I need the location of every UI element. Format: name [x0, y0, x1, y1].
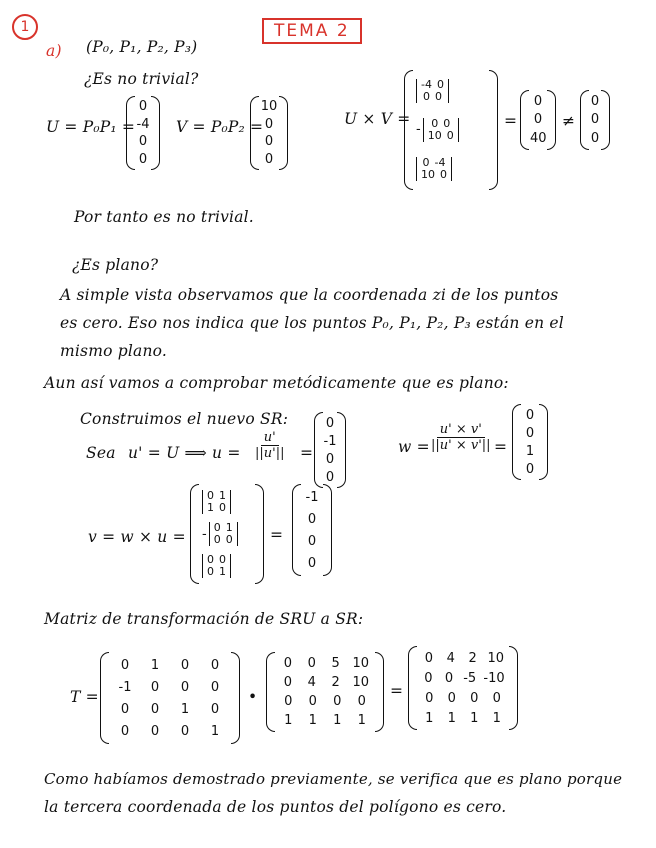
question-non-trivial: ¿Es no trivial?	[84, 70, 199, 88]
matrix-cell: 0	[150, 679, 160, 695]
vector-entry: 0	[533, 112, 543, 128]
page-title: TEMA 2	[262, 18, 362, 44]
matrix-cell: 1	[308, 713, 317, 728]
matrix-cell: 4	[446, 650, 455, 666]
matrix-cell: 0	[180, 723, 190, 739]
w-vector	[512, 404, 548, 480]
w-normalization-fraction	[428, 422, 494, 453]
matrix-cell: 0	[150, 701, 160, 717]
matrix-cell: 0	[424, 670, 433, 686]
cross-product-determinants	[404, 70, 498, 190]
matrix-row	[276, 656, 374, 671]
not-equal-sign: ≠	[562, 112, 576, 130]
v-vector-label: V = P₀P₂ =	[176, 118, 264, 136]
equals-sign: =	[390, 682, 404, 700]
final-line-1: Como habíamos demostrado previamente, se verifica que es plano porque	[44, 770, 623, 788]
determinant-cell: 1	[219, 565, 226, 578]
determinant-cell: 0	[207, 489, 214, 502]
u-vector-label: U = P₀P₁ =	[46, 118, 136, 136]
determinant-cell: 0	[207, 565, 214, 578]
matrix-cell: 0	[447, 690, 456, 706]
determinant-cell: 0	[446, 128, 454, 142]
determinant-cell: 0	[207, 553, 214, 566]
matrix-row	[110, 724, 230, 739]
determinant-cell: 0	[219, 501, 226, 514]
matrix-cell: 0	[120, 701, 130, 717]
determinant-cell: 0	[434, 90, 442, 104]
points-matrix	[266, 652, 384, 732]
determinant-cell: 0	[219, 553, 226, 566]
u-fraction-denominator: ||u'||	[255, 446, 285, 461]
text-line-1: A simple vista observamos que la coordenada zi de los puntos	[60, 286, 559, 304]
matrix-cell: 0	[150, 723, 160, 739]
determinant-cell: 10	[421, 167, 435, 181]
matrix-cell: 0	[180, 657, 190, 673]
problem-number-circle	[12, 14, 38, 40]
matrix-cell: 0	[424, 650, 434, 666]
vector-entry: 0	[325, 415, 335, 431]
determinant-cell: 0	[422, 155, 430, 169]
u-prime-equation: u' = U ⟹ u =	[128, 444, 241, 462]
matrix-cell: 2	[331, 675, 340, 690]
text-line-2: es cero. Eso nos indica que los puntos P₀, P₁, P₂, P₃ están en el	[60, 314, 564, 332]
u-unit-vector	[314, 412, 346, 488]
determinant-cell: 10	[427, 128, 442, 142]
question-is-plane: ¿Es plano?	[72, 256, 159, 274]
determinant-cell: 0	[440, 167, 447, 181]
matrix-cell: 10	[487, 650, 505, 666]
vector-entry: 0	[325, 469, 335, 485]
matrix-cell: 0	[180, 679, 190, 695]
vector-entry: 1	[525, 443, 535, 459]
matrix-cell: 0	[120, 723, 130, 739]
matrix-row	[418, 671, 508, 686]
vector-entry: 0	[590, 131, 600, 147]
equals-sign: =	[300, 444, 314, 462]
vector-entry: 0	[307, 533, 317, 549]
vector-entry: 0	[138, 151, 148, 167]
matrix-cell: 0	[333, 694, 342, 709]
determinant-2	[423, 118, 459, 142]
matrix-cell: 2	[468, 650, 477, 666]
matrix-cell: 0	[120, 657, 130, 673]
v-vector	[250, 96, 288, 170]
determinant-1	[416, 79, 449, 103]
determinant-3	[416, 157, 452, 181]
matrix-row	[276, 675, 374, 690]
equals-sign: =	[270, 526, 284, 544]
v-cross-determinants	[190, 484, 264, 584]
matrix-cell: 0	[210, 679, 220, 695]
vector-entry: 0	[264, 151, 274, 167]
matrix-cell: 1	[470, 710, 479, 726]
matrix-cell: 0	[492, 690, 501, 706]
result-matrix	[408, 646, 518, 730]
vector-entry: 0	[525, 461, 535, 477]
determinant-cell: 0	[443, 116, 451, 130]
vector-entry: 40	[530, 131, 547, 147]
v-result-vector	[292, 484, 332, 576]
cross-product-label: U × V =	[344, 110, 411, 128]
matrix-cell: 0	[444, 670, 454, 686]
matrix-row	[110, 658, 230, 673]
u-normalization-fraction	[252, 430, 287, 461]
matrix-cell: 0	[283, 656, 293, 671]
minus-sign: -	[416, 122, 421, 138]
vector-entry: 0	[264, 116, 274, 132]
matrix-row	[418, 711, 508, 726]
matrix-cell: 1	[492, 710, 501, 726]
matrix-cell: -10	[483, 670, 505, 686]
vector-entry: 0	[525, 407, 535, 423]
determinant-3	[202, 554, 231, 578]
text-line-5: Construimos el nuevo SR:	[80, 410, 289, 428]
determinant-cell: 1	[219, 489, 226, 502]
vector-entry: 0	[325, 451, 335, 467]
determinant-2	[209, 522, 238, 546]
matrix-cell: 0	[307, 656, 316, 671]
matrix-cell: 1	[333, 713, 342, 728]
vector-entry: 10	[260, 99, 278, 115]
matrix-cell: 1	[284, 713, 293, 728]
determinant-cell: -4	[421, 78, 432, 92]
v-cross-label: v = w × u =	[88, 528, 186, 546]
matrix-row	[110, 680, 230, 695]
matrix-row	[418, 691, 508, 706]
u-fraction-numerator: u'	[261, 430, 279, 446]
vector-entry: 0	[590, 93, 600, 109]
vector-entry: -4	[136, 116, 150, 132]
matrix-row	[276, 713, 374, 728]
matrix-cell: 0	[425, 690, 434, 706]
transformation-title: Matriz de transformación de SRU a SR:	[44, 610, 364, 628]
sea-label: Sea	[86, 444, 116, 462]
determinant-cell: -4	[434, 155, 446, 169]
matrix-cell: 1	[150, 657, 160, 673]
part-label: a)	[46, 42, 62, 60]
determinant-cell: 0	[213, 533, 221, 546]
vector-entry: 0	[138, 99, 148, 115]
vector-entry: -1	[305, 489, 319, 505]
w-label: w =	[398, 438, 430, 456]
determinant-cell: 1	[207, 501, 214, 514]
matrix-cell: 4	[307, 675, 316, 690]
matrix-cell: 0	[357, 694, 366, 709]
matrix-cell: 10	[352, 656, 370, 671]
matrix-cell: 0	[284, 694, 293, 709]
text-line-4: Aun así vamos a comprobar metódicamente que es plano:	[44, 374, 509, 392]
minus-sign: -	[202, 526, 207, 542]
equals-sign: =	[504, 112, 518, 130]
t-label: T =	[70, 688, 99, 706]
transformation-matrix-T	[100, 652, 240, 744]
determinant-cell: 0	[225, 533, 233, 546]
vector-entry: 0	[264, 134, 274, 150]
vector-entry: 0	[533, 93, 543, 109]
equals-sign: =	[494, 438, 508, 456]
matrix-cell: 0	[470, 690, 479, 706]
text-line-3: mismo plano.	[60, 342, 168, 360]
matrix-row	[418, 651, 508, 666]
u-vector	[126, 96, 160, 170]
matrix-cell: 1	[425, 710, 434, 726]
matrix-cell: 0	[210, 657, 220, 673]
points-list: (P₀, P₁, P₂, P₃)	[86, 38, 198, 56]
determinant-cell: 1	[225, 521, 233, 534]
problem-number: 1	[20, 19, 30, 35]
matrix-cell: 1	[357, 713, 366, 728]
vector-entry: -1	[323, 433, 337, 449]
matrix-cell: 5	[331, 656, 340, 671]
matrix-cell: 10	[352, 675, 370, 690]
matrix-cell: 1	[180, 701, 190, 717]
determinant-cell: 0	[436, 78, 444, 92]
matrix-row	[110, 702, 230, 717]
w-fraction-numerator: u' × v'	[437, 422, 485, 438]
matrix-cell: 0	[308, 694, 317, 709]
matrix-cell: -1	[118, 679, 132, 695]
matrix-cell: 0	[283, 675, 293, 690]
non-trivial-conclusion: Por tanto es no trivial.	[74, 208, 254, 226]
vector-entry: 0	[307, 555, 317, 571]
w-fraction-denominator: ||u' × v'||	[431, 438, 491, 453]
vector-entry: 0	[138, 134, 148, 150]
determinant-cell: 0	[431, 116, 439, 130]
product-dot: •	[248, 688, 258, 706]
matrix-cell: 1	[447, 710, 456, 726]
determinant-cell: 0	[422, 90, 430, 104]
determinant-cell: 0	[213, 521, 221, 534]
matrix-cell: -5	[463, 670, 477, 686]
vector-entry: 0	[590, 112, 600, 128]
vector-entry: 0	[307, 511, 317, 527]
determinant-1	[202, 490, 231, 514]
matrix-cell: 1	[210, 723, 220, 739]
vector-entry: 0	[525, 425, 535, 441]
matrix-cell: 0	[210, 701, 220, 717]
matrix-row	[276, 694, 374, 709]
cross-product-result	[520, 90, 556, 150]
zero-vector	[580, 90, 610, 150]
final-line-2: la tercera coordenada de los puntos del polígono es cero.	[44, 798, 507, 816]
